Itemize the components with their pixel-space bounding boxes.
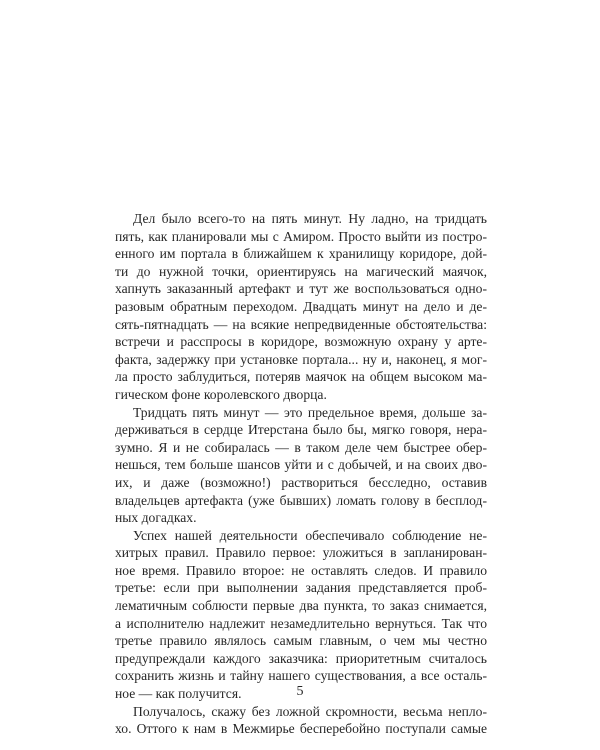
body-text: [115, 210, 487, 738]
text-line: факта, задержку при установке портала... ну и, наконец, я мог-: [115, 351, 487, 367]
text-line: хитрых правил. Правило первое: уложиться в запланирован-: [115, 545, 487, 561]
paragraph: [115, 527, 487, 703]
text-line: хо. Оттого к нам в Межмирье бесперебойно поступали самые: [115, 721, 487, 737]
text-line: ное — как получится.: [115, 686, 242, 702]
text-line: сять-пятнадцать — на всякие непредвиденные обстоятельства:: [115, 316, 487, 332]
text-line: Успех нашей деятельности обеспечивало соблюдение не-: [133, 527, 487, 543]
text-line: сохранить жизнь и тайну нашего существования, а все осталь-: [115, 668, 487, 684]
text-line: ла просто заблудиться, потеряв маячок на общем высоком ма-: [115, 369, 487, 385]
text-line: Получалось, скажу без ложной скромности, весьма непло-: [133, 703, 487, 719]
text-line: держиваться в сердце Итерстана было бы, мягко говоря, нера-: [115, 422, 487, 438]
text-line: их, и даже (возможно!) раствориться бесследно, оставив: [115, 474, 487, 490]
text-line: третье правило являлось самым главным, о чем мы честно: [115, 633, 487, 649]
text-line: пять, как планировали мы с Амиром. Просто выйти из постро-: [115, 228, 487, 244]
text-line: нешься, тем больше шансов уйти и с добычей, и на своих дво-: [115, 457, 487, 473]
paragraph: [115, 404, 487, 527]
text-line: ти до нужной точки, ориентируясь на магический маячок,: [115, 263, 487, 279]
text-line: ное время. Правило второе: не оставлять следов. И правило: [115, 562, 487, 578]
text-line: гическом фоне королевского дворца.: [115, 386, 327, 402]
text-line: разовым обратным переходом. Двадцать минут на дело и де-: [115, 298, 487, 314]
text-line: хапнуть заказанный артефакт и тут же воспользоваться одно-: [115, 281, 487, 297]
text-line: владельцев артефакта (уже бывших) ломать голову в бесплод-: [115, 492, 487, 508]
text-line: Дел было всего-то на пять минут. Ну ладно, на тридцать: [133, 211, 487, 226]
paragraph: [115, 210, 487, 404]
text-line: а исполнителю надлежит незамедлительно вернуться. Так что: [115, 615, 487, 631]
text-line: ных догадках.: [115, 510, 197, 526]
text-line: предупреждали каждого заказчика: приоритетным считалось: [115, 650, 487, 666]
text-line: лематичным соблюсти первые два пункта, то заказ снимается,: [115, 598, 487, 614]
text-line: зумно. Я и не собиралась — в таком деле чем быстрее обер-: [115, 439, 487, 455]
text-line: встречи и расспросы в коридоре, возможную охрану у арте-: [115, 334, 487, 350]
text-line: третье: если при выполнении задания представляется проб-: [115, 580, 487, 596]
paragraph: [115, 703, 487, 738]
text-line: енного им портала в ближайшем к хранилищу коридоре, дой-: [115, 246, 487, 262]
page-number: 5: [296, 684, 304, 699]
text-line: Тридцать пять минут — это предельное время, дольше за-: [133, 404, 487, 420]
